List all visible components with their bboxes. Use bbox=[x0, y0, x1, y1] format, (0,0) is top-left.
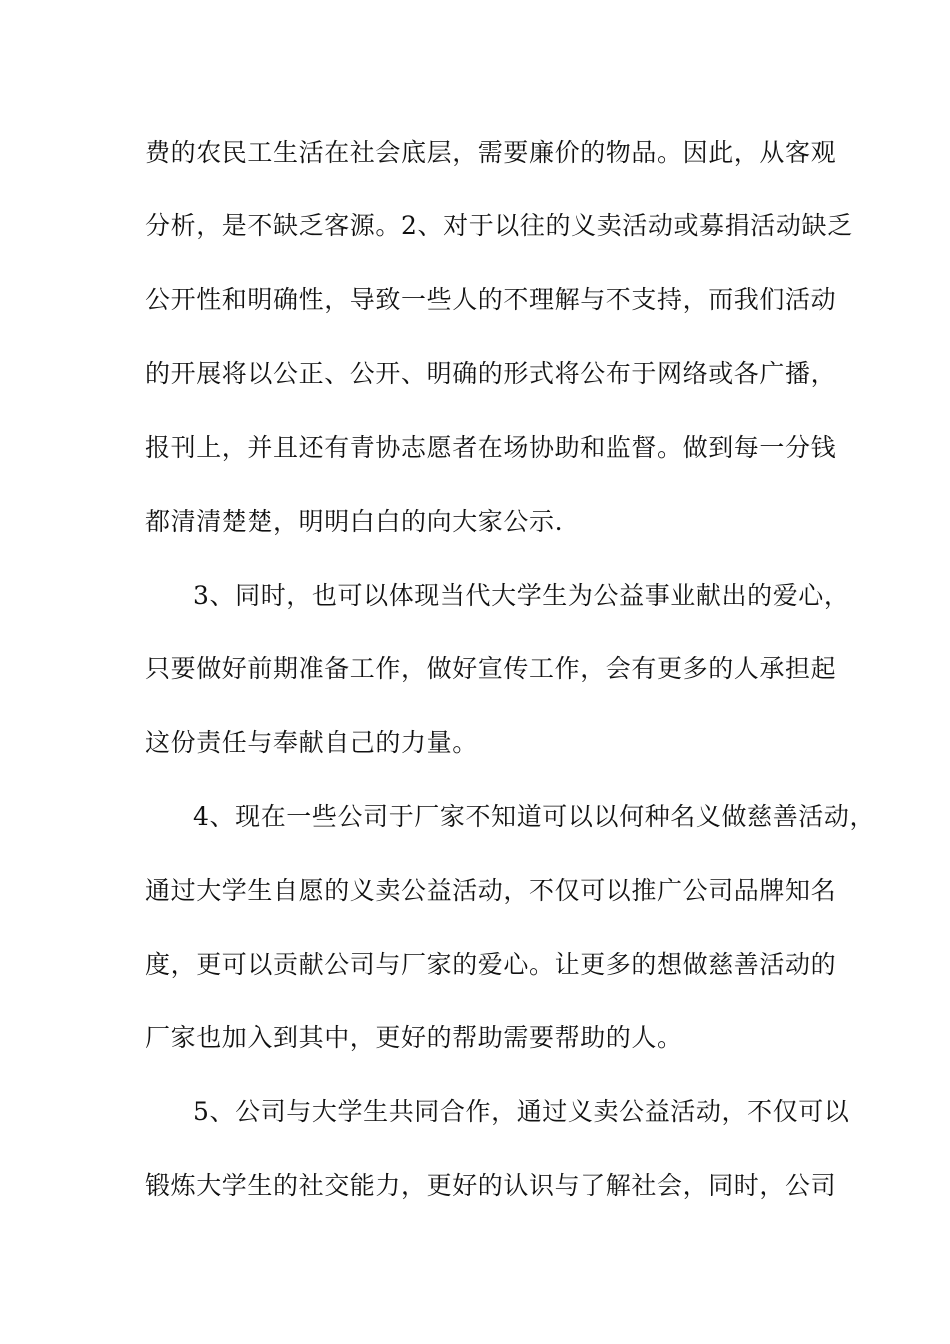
text-line: 分析，是不缺乏客源。2、对于以往的义卖活动或募捐活动缺乏 bbox=[145, 211, 853, 240]
paragraph-5-first-line: 5、公司与大学生共同合作，通过义卖公益活动，不仅可以 bbox=[193, 1097, 850, 1126]
text-line: 锻炼大学生的社交能力，更好的认识与了解社会，同时，公司 bbox=[145, 1171, 837, 1200]
paragraph-3-first-line: 3、同时，也可以体现当代大学生为公益事业献出的爱心， bbox=[193, 581, 850, 610]
text-line: 通过大学生自愿的义卖公益活动，不仅可以推广公司品牌知名 bbox=[145, 876, 837, 905]
paragraph-4-first-line: 4、现在一些公司于厂家不知道可以以何种名义做慈善活动， bbox=[193, 802, 876, 831]
text-line: 的开展将以公正、公开、明确的形式将公布于网络或各广播， bbox=[145, 359, 837, 388]
text-line: 只要做好前期准备工作，做好宣传工作，会有更多的人承担起 bbox=[145, 654, 837, 683]
text-line: 都清清楚楚，明明白白的向大家公示. bbox=[145, 507, 564, 536]
text-line: 费的农民工生活在社会底层，需要廉价的物品。因此，从客观 bbox=[145, 138, 837, 167]
text-line: 公开性和明确性，导致一些人的不理解与不支持，而我们活动 bbox=[145, 285, 837, 314]
text-line: 报刊上，并且还有青协志愿者在场协助和监督。做到每一分钱 bbox=[145, 433, 837, 462]
text-line: 度，更可以贡献公司与厂家的爱心。让更多的想做慈善活动的 bbox=[145, 950, 837, 979]
text-line: 这份责任与奉献自己的力量。 bbox=[145, 728, 478, 757]
text-line: 厂家也加入到其中，更好的帮助需要帮助的人。 bbox=[145, 1023, 683, 1052]
